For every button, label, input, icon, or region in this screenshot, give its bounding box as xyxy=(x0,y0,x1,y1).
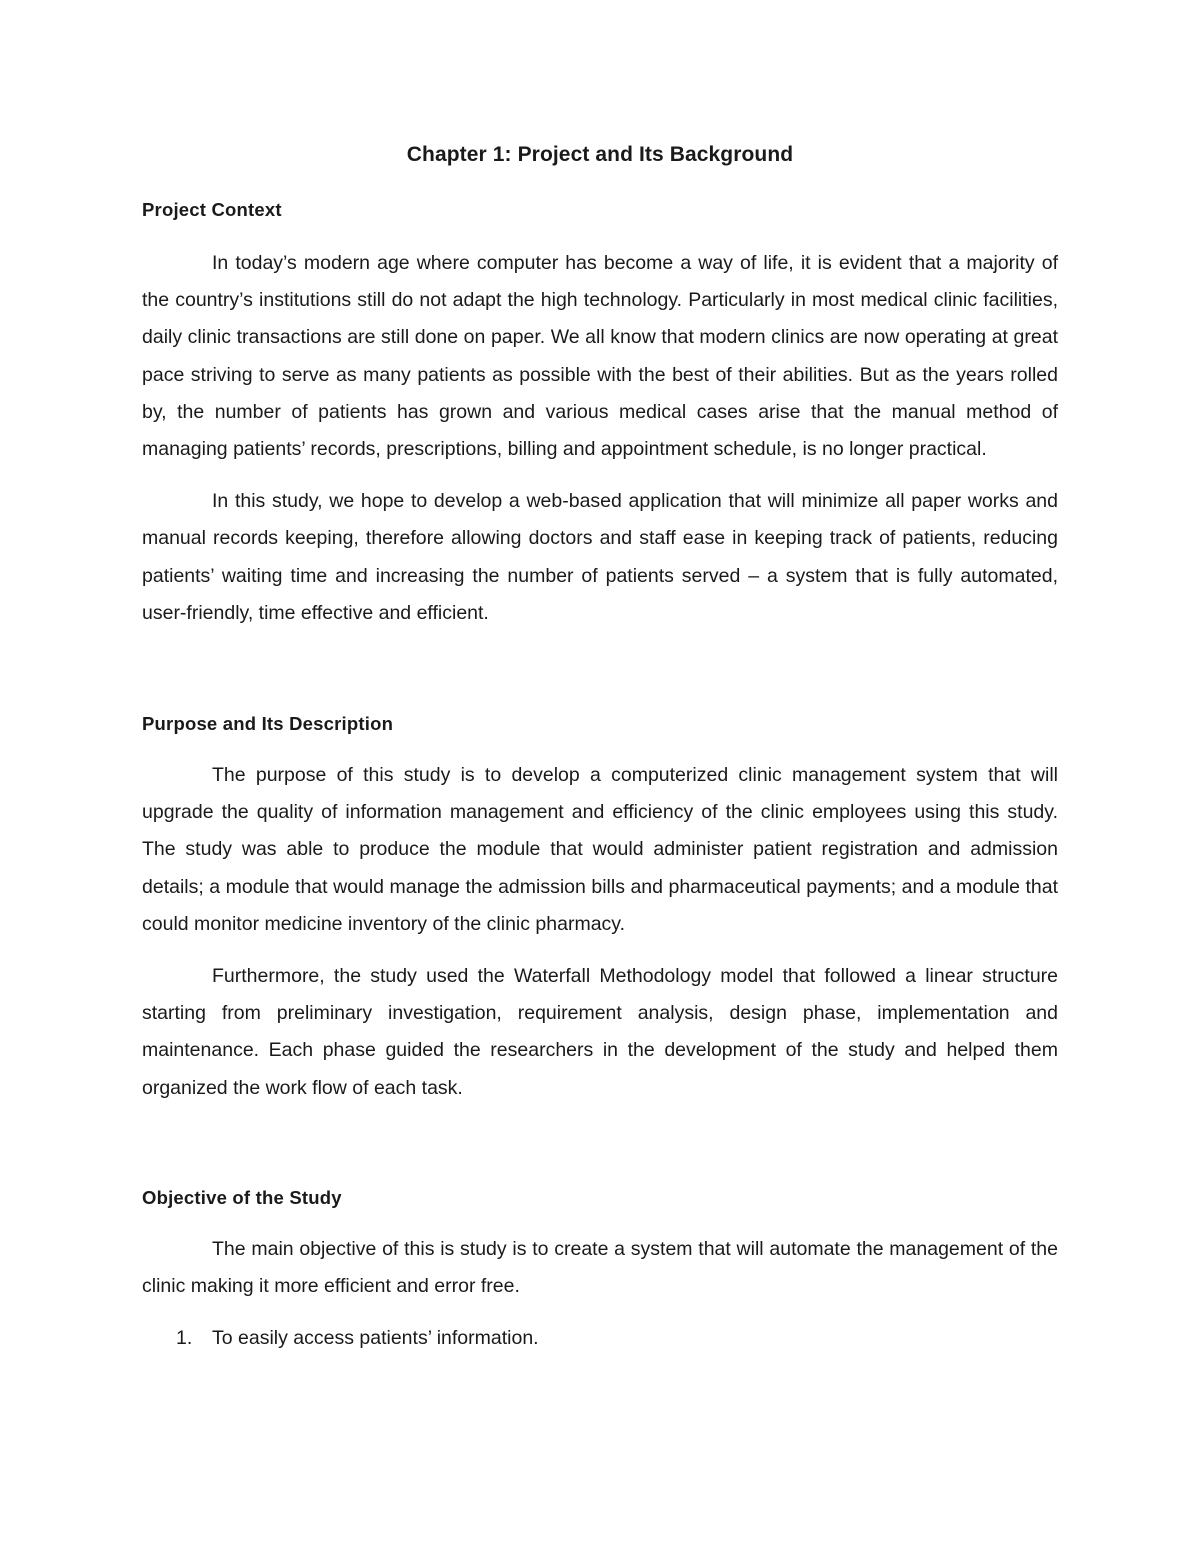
project-context-paragraph-1: In today’s modern age where computer has become a way of life, it is evident that a majority of the country’s institutions still do not adapt the high technology. Particularly in most medical clinic facilities, daily clinic transactions are still done on paper. We all know that modern clinics are now operating at great pace striving to serve as many patients as possible with the best of their abilities. But as the years rolled by, the number of patients has grown and various medical cases arise that the manual method of managing patients’ records, prescriptions, billing and appointment schedule, is no longer practical. xyxy=(142,252,1058,461)
objective-list xyxy=(142,1320,1058,1357)
purpose-paragraph-2: Furthermore, the study used the Waterfall Methodology model that followed a linear structure starting from preliminary investigation, requirement analysis, design phase, implementation and maintenance. Each phase guided the researchers in the development of the study and helped them organized the work flow of each task. xyxy=(142,965,1058,1099)
page-content xyxy=(142,140,1058,1357)
purpose-heading: Purpose and Its Description xyxy=(142,713,394,735)
purpose-paragraph-1: The purpose of this study is to develop a computerized clinic management system that will upgrade the quality of information management and efficiency of the clinic employees using this study. The study was able to produce the module that would administer patient registration and admission details; a module that would manage the admission bills and pharmaceutical payments; and a module that could monitor medicine inventory of the clinic pharmacy. xyxy=(142,764,1058,935)
objective-paragraph-1: The main objective of this is study is to create a system that will automate the management of the clinic making it more efficient and error free. xyxy=(142,1237,1058,1298)
chapter-title: Chapter 1: Project and Its Background xyxy=(406,143,794,166)
list-item-text: To easily access patients’ information. xyxy=(212,1327,539,1350)
project-context-heading: Project Context xyxy=(142,199,282,220)
objective-list-item xyxy=(142,1320,1058,1357)
list-item-number: 1. xyxy=(176,1327,193,1350)
project-context-paragraph-2: In this study, we hope to develop a web-based application that will minimize all paper works and manual records keeping, therefore allowing doctors and staff ease in keeping track of patients, reducing patients’ waiting time and increasing the number of patients served – a system that is fully automated, user-friendly, time effective and efficient. xyxy=(142,490,1058,624)
objective-heading: Objective of the Study xyxy=(142,1186,342,1208)
